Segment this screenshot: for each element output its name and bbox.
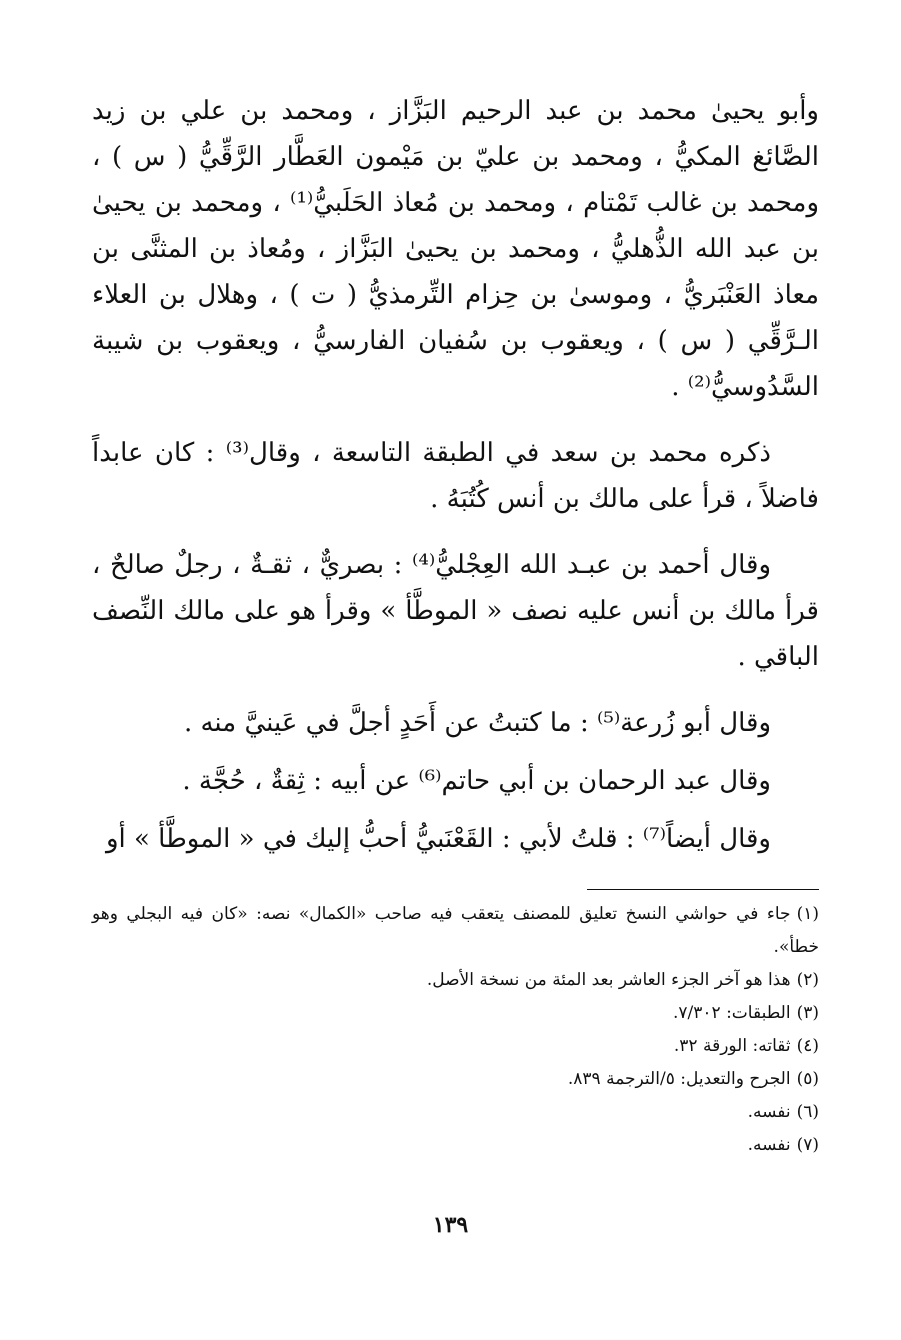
footnote-6 [92, 1096, 819, 1129]
paragraph-qanabi: وقال أيضاً⁽⁷⁾ : قلتُ لأبي : القَعْنَبيُّ أحبُّ إليك في « الموطَّأ » أو [105, 824, 771, 854]
page-number: ١٣٩ [432, 1212, 469, 1238]
footnote-number: (٥) [796, 1069, 819, 1089]
footnote-7 [92, 1129, 819, 1162]
footnote-divider [587, 889, 819, 890]
footnote-number: (٦) [796, 1102, 819, 1122]
footnote-text: جاء في حواشي النسخ تعليق للمصنف يتعقب فيه صاحب «الكمال» نصه: «كان فيه البجلي وهو خطأ». [92, 904, 819, 957]
footnote-text: ثقاته: الورقة ٣٢. [673, 1036, 791, 1056]
footnote-number: (٢) [796, 970, 819, 990]
paragraph-abu-zura: وقال أبو زُرعة⁽⁵⁾ : ما كتبتُ عن أَحَدٍ أجلَّ في عَينيَّ منه . [183, 708, 771, 738]
footnote-1 [92, 898, 819, 964]
footnote-text: نفسه. [747, 1135, 791, 1155]
footnote-text: الطبقات: ٧/٣٠٢. [673, 1003, 791, 1023]
footnote-number: (٤) [796, 1036, 819, 1056]
footnote-text: هذا هو آخر الجزء العاشر بعد المئة من نسخة الأصل. [426, 970, 791, 990]
paragraph-ibn-sad: ذكره محمد بن سعد في الطبقة التاسعة ، وقال⁽³⁾ : كان عابداً فاضلاً ، قرأ على مالك بن أنس كُتُبَهُ . [92, 438, 819, 514]
footnote-text: الجرح والتعديل: ٥/الترجمة ٨٣٩. [567, 1069, 791, 1089]
footnote-number: (٣) [796, 1003, 819, 1023]
footnote-number: (٧) [796, 1135, 819, 1155]
footnote-number: (١) [796, 904, 819, 924]
footnote-4 [92, 1030, 819, 1063]
main-text [92, 88, 819, 862]
footnote-5 [92, 1063, 819, 1096]
paragraph-narrators: وأبو يحيىٰ محمد بن عبد الرحيم البَزَّاز ، ومحمد بن علي بن زيد الصَّائغ المكيُّ ، ومحمد بن عليّ بن مَيْمون العَطَّار الرَّقِّيُّ ( س ) ، ومحمد بن غالب تَمْتام ، ومحمد بن مُعاذ الحَلَبيُّ⁽¹⁾ ، ومحمد بن يحيىٰ بن عبد الله الذُّهليُّ ، ومحمد بن يحيىٰ البَزَّاز ، ومُعاذ بن المثنَّى بن معاذ العَنْبَريُّ ، وموسىٰ بن حِزام التِّرمذيُّ ( ت ) ، وهلال بن العلاء الـرَّقِّي ( س ) ، ويعقوب بن سُفيان الفارسيُّ ، ويعقوب بن شيبة السَّدُوسيُّ⁽²⁾ . [92, 96, 819, 402]
footnote-text: نفسه. [747, 1102, 791, 1122]
footnotes [92, 898, 819, 1162]
paragraph-ijli: وقال أحمد بن عبـد الله العِجْليُّ⁽⁴⁾ : بصريٌّ ، ثقـةٌ ، رجلٌ صالحٌ ، قرأ مالك بن أنس عليه نصف « الموطَّأ » وقرأ هو على مالك النِّصف الباقي . [92, 550, 819, 672]
paragraph-abu-hatim: وقال عبد الرحمان بن أبي حاتم⁽⁶⁾ عن أبيه : ثِقةٌ ، حُجَّة . [182, 766, 771, 796]
footnote-2 [92, 964, 819, 997]
footnote-3 [92, 997, 819, 1030]
